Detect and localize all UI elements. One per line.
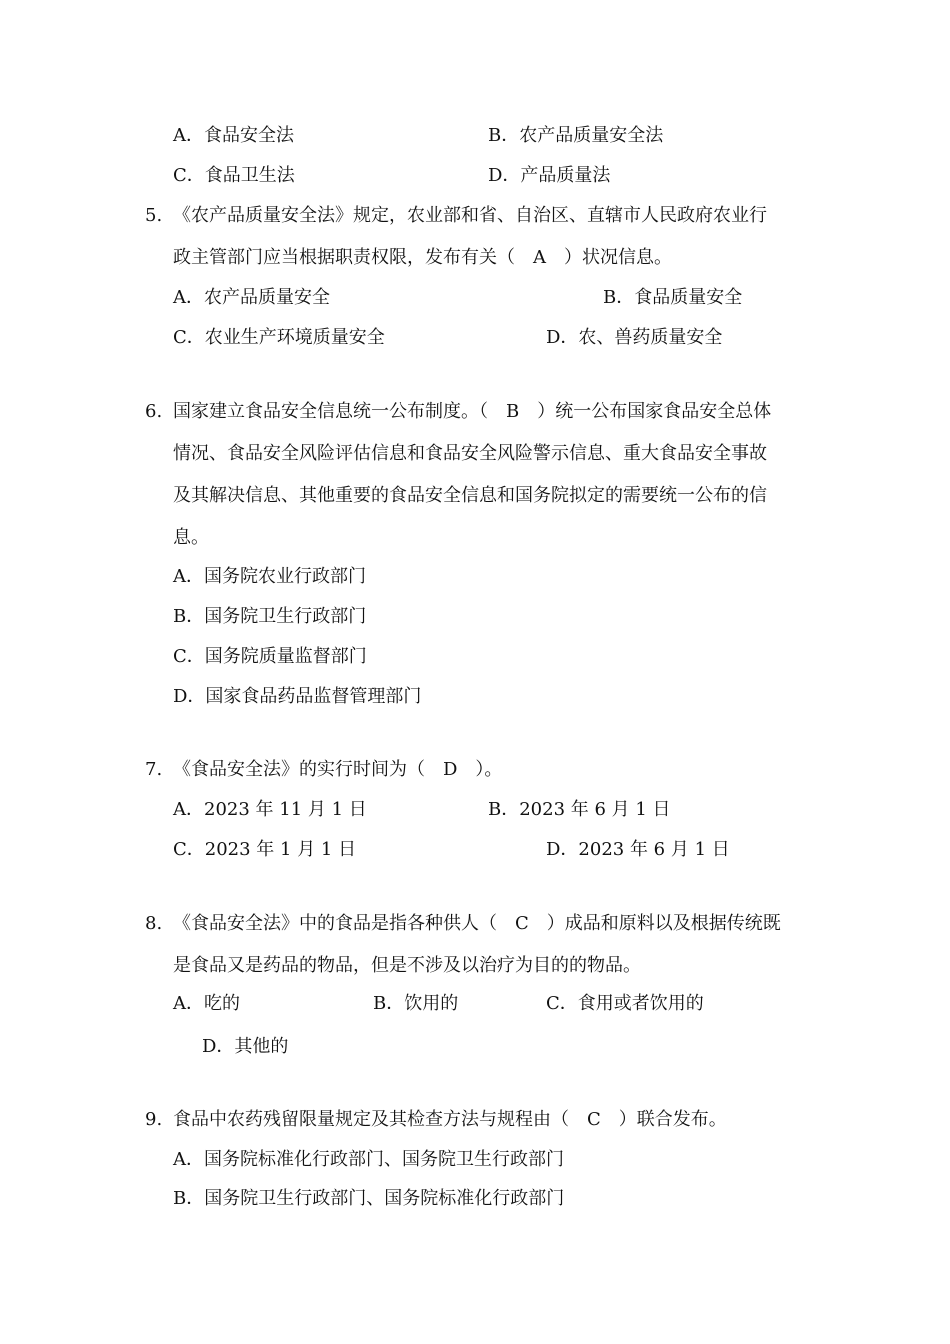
question-text-line: 是食品又是药品的物品，但是不涉及以治疗为目的的物品。 — [173, 955, 641, 976]
option-c: C．农业生产环境质量安全 — [173, 327, 385, 348]
question-number: 8. — [145, 913, 163, 934]
option-a: A．国务院标准化行政部门、国务院卫生行政部门 — [173, 1149, 564, 1170]
option-b: B．饮用的 — [373, 993, 459, 1014]
option-d: D．其他的 — [202, 1036, 289, 1057]
option-a: A．农产品质量安全 — [173, 287, 330, 308]
question-number: 5. — [145, 205, 163, 226]
option-c: C．2023 年 1 月 1 日 — [173, 839, 357, 860]
question-text-line: 《食品安全法》的实行时间为（ D ）。 — [173, 759, 503, 780]
question-text-line: 《食品安全法》中的食品是指各种供人（ C ）成品和原料以及根据传统既 — [173, 913, 781, 934]
option-c: C．食品卫生法 — [173, 165, 295, 186]
question-text-line: 及其解决信息、其他重要的食品安全信息和国务院拟定的需要统一公布的信 — [173, 485, 767, 506]
question-text-line: 息。 — [173, 527, 209, 548]
question-text-line: 政主管部门应当根据职责权限，发布有关（ A ）状况信息。 — [173, 247, 672, 268]
question-text-line: 国家建立食品安全信息统一公布制度。（ B ）统一公布国家食品安全总体 — [173, 401, 772, 422]
option-c: C．食用或者饮用的 — [546, 993, 704, 1014]
question-number: 7. — [145, 759, 163, 780]
option-d: D．国家食品药品监督管理部门 — [173, 686, 422, 707]
option-d: D．农、兽药质量安全 — [546, 327, 723, 348]
option-d: D．2023 年 6 月 1 日 — [546, 839, 730, 860]
option-b: B．国务院卫生行政部门、国务院标准化行政部门 — [173, 1188, 565, 1209]
option-c: C．国务院质量监督部门 — [173, 646, 367, 667]
question-number: 6. — [145, 401, 163, 422]
option-b: B．农产品质量安全法 — [488, 125, 664, 146]
option-b: B．2023 年 6 月 1 日 — [488, 799, 671, 820]
option-d: D．产品质量法 — [488, 165, 611, 186]
option-b: B．食品质量安全 — [603, 287, 743, 308]
option-a: A．食品安全法 — [173, 125, 294, 146]
question-number: 9. — [145, 1109, 163, 1130]
question-text-line: 《农产品质量安全法》规定，农业部和省、自治区、直辖市人民政府农业行 — [173, 205, 767, 226]
question-text-line: 情况、食品安全风险评估信息和食品安全风险警示信息、重大食品安全事故 — [173, 443, 767, 464]
question-text-line: 食品中农药残留限量规定及其检查方法与规程由（ C ）联合发布。 — [173, 1109, 727, 1130]
option-a: A．2023 年 11 月 1 日 — [173, 799, 367, 820]
option-b: B．国务院卫生行政部门 — [173, 606, 367, 627]
option-a: A．吃的 — [173, 993, 240, 1014]
option-a: A．国务院农业行政部门 — [173, 566, 366, 587]
